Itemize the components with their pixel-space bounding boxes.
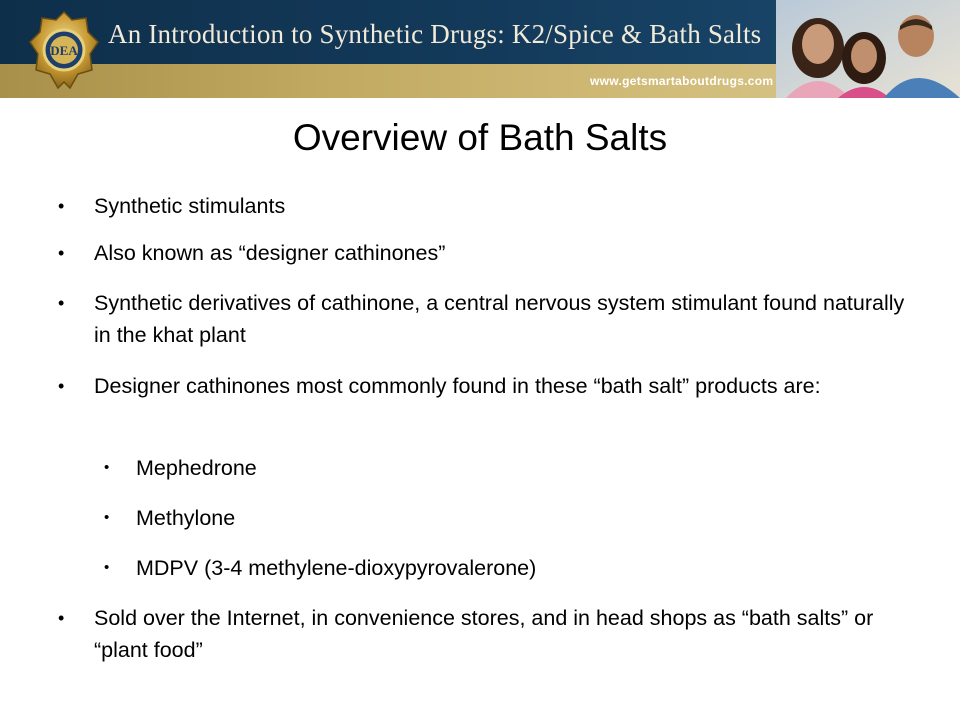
- header-banner: [0, 0, 960, 98]
- banner-title: An Introduction to Synthetic Drugs: K2/Spice & Bath Salts: [108, 19, 762, 49]
- bullet-text: MDPV (3-4 methylene-dioxypyrovalerone): [136, 556, 537, 580]
- slide-title: Overview of Bath Salts: [292, 117, 668, 158]
- bullet-item: [58, 602, 914, 666]
- bullet-text: Designer cathinones most commonly found in these “bath salt” products are:: [94, 374, 821, 398]
- bullet-marker: •: [58, 196, 65, 216]
- badge-text: DEA: [50, 43, 78, 58]
- bullet-item: [58, 190, 914, 222]
- bullet-item: [58, 370, 914, 402]
- sub-bullet-item: [104, 502, 916, 534]
- family-photo: [776, 0, 960, 98]
- bullet-text: Mephedrone: [136, 456, 257, 480]
- bullet-marker: •: [58, 376, 65, 396]
- bullet-text: Synthetic derivatives of cathinone, a central nervous system stimulant found naturally in the khat plant: [94, 291, 905, 347]
- bullet-text: Synthetic stimulants: [94, 194, 286, 218]
- bullet-item: [58, 237, 914, 269]
- bullet-text: Methylone: [136, 506, 236, 530]
- bullet-marker: •: [104, 509, 110, 526]
- dea-badge-icon: [28, 10, 100, 90]
- bullet-item: [58, 287, 914, 351]
- banner-url: www.getsmartaboutdrugs.com: [590, 74, 774, 88]
- bullet-marker: •: [104, 559, 110, 576]
- bullet-marker: •: [58, 608, 65, 628]
- sub-bullet-item: [104, 452, 916, 484]
- bullet-text: Sold over the Internet, in convenience stores, and in head shops as “bath salts” or “plant food”: [94, 606, 874, 662]
- bullet-text: Also known as “designer cathinones”: [94, 241, 446, 265]
- bullet-marker: •: [104, 459, 110, 476]
- bullet-marker: •: [58, 293, 65, 313]
- sub-bullet-item: [104, 552, 916, 584]
- bullet-marker: •: [58, 243, 65, 263]
